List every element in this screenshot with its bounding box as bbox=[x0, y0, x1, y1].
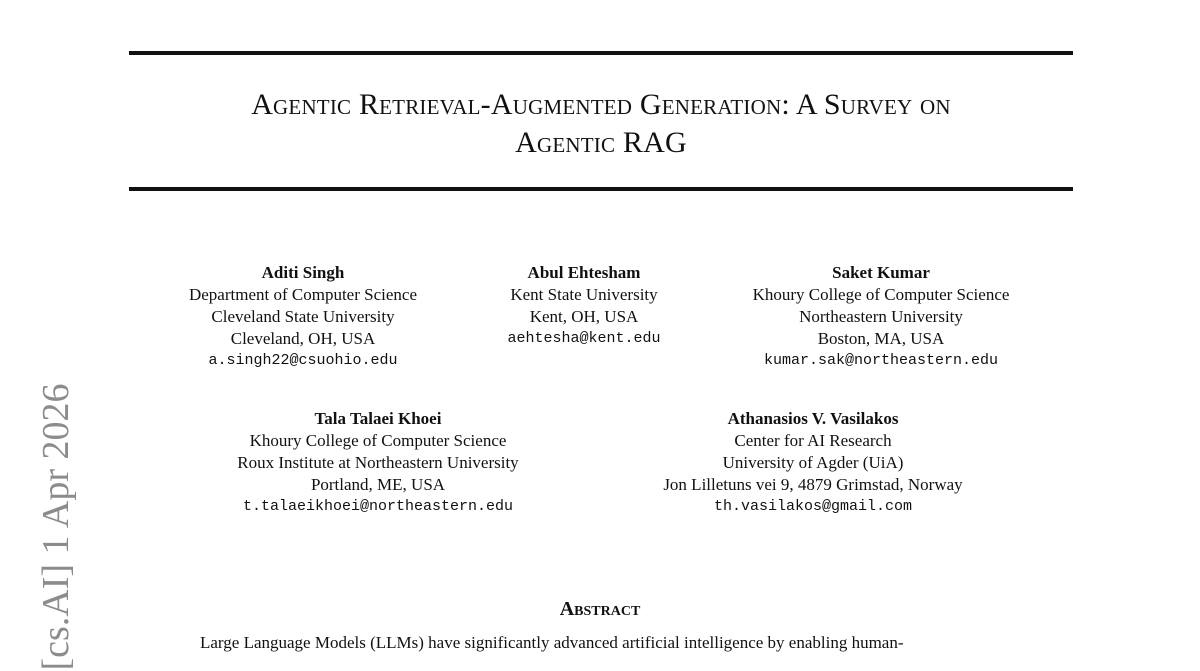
author-email: a.singh22@csuohio.edu bbox=[208, 352, 398, 369]
author-block-saket-kumar bbox=[720, 262, 1042, 372]
author-block-tala-talaei-khoei bbox=[200, 408, 556, 518]
author-email: kumar.sak@northeastern.edu bbox=[763, 352, 999, 369]
author-location: Portland, ME, USA bbox=[310, 475, 446, 494]
author-block-athanasios-vasilakos bbox=[620, 408, 1006, 518]
arxiv-side-stamp: [cs.AI] 1 Apr 2026 bbox=[35, 383, 77, 671]
author-location: Jon Lilletuns vei 9, 4879 Grimstad, Norway bbox=[663, 475, 963, 494]
author-affiliation: Northeastern University bbox=[799, 307, 963, 326]
author-name: Athanasios V. Vasilakos bbox=[727, 409, 899, 428]
author-location: Cleveland, OH, USA bbox=[230, 329, 376, 348]
author-name: Abul Ehtesham bbox=[527, 263, 641, 282]
author-affiliation: Kent State University bbox=[510, 285, 658, 304]
title-line-1: Agentic Retrieval-Augmented Generation: A Survey on bbox=[251, 88, 951, 121]
author-name: Tala Talaei Khoei bbox=[314, 409, 442, 428]
author-location: Kent, OH, USA bbox=[529, 307, 639, 326]
author-block-aditi-singh bbox=[160, 262, 446, 372]
abstract-text: Large Language Models (LLMs) have significantly advanced artificial intelligence by enabling human- bbox=[200, 633, 904, 652]
author-location: Boston, MA, USA bbox=[817, 329, 945, 348]
author-affiliation: Roux Institute at Northeastern University bbox=[237, 453, 519, 472]
author-email: t.talaeikhoei@northeastern.edu bbox=[242, 498, 514, 515]
title-line-2: Agentic RAG bbox=[515, 126, 687, 159]
author-affiliation: Khoury College of Computer Science bbox=[752, 285, 1010, 304]
author-name: Saket Kumar bbox=[832, 263, 930, 282]
author-affiliation: Department of Computer Science bbox=[188, 285, 417, 304]
paper-title bbox=[129, 86, 1073, 162]
author-affiliation: University of Agder (UiA) bbox=[722, 453, 904, 472]
author-email: th.vasilakos@gmail.com bbox=[713, 498, 913, 515]
author-affiliation: Cleveland State University bbox=[211, 307, 395, 326]
author-affiliation: Khoury College of Computer Science bbox=[249, 431, 507, 450]
author-block-abul-ehtesham bbox=[475, 262, 693, 350]
author-name: Aditi Singh bbox=[261, 263, 345, 282]
author-affiliation: Center for AI Research bbox=[734, 431, 892, 450]
title-top-rule bbox=[129, 51, 1073, 55]
author-email: aehtesha@kent.edu bbox=[507, 330, 661, 347]
abstract-heading: Abstract bbox=[559, 598, 641, 620]
title-bottom-rule bbox=[129, 187, 1073, 191]
